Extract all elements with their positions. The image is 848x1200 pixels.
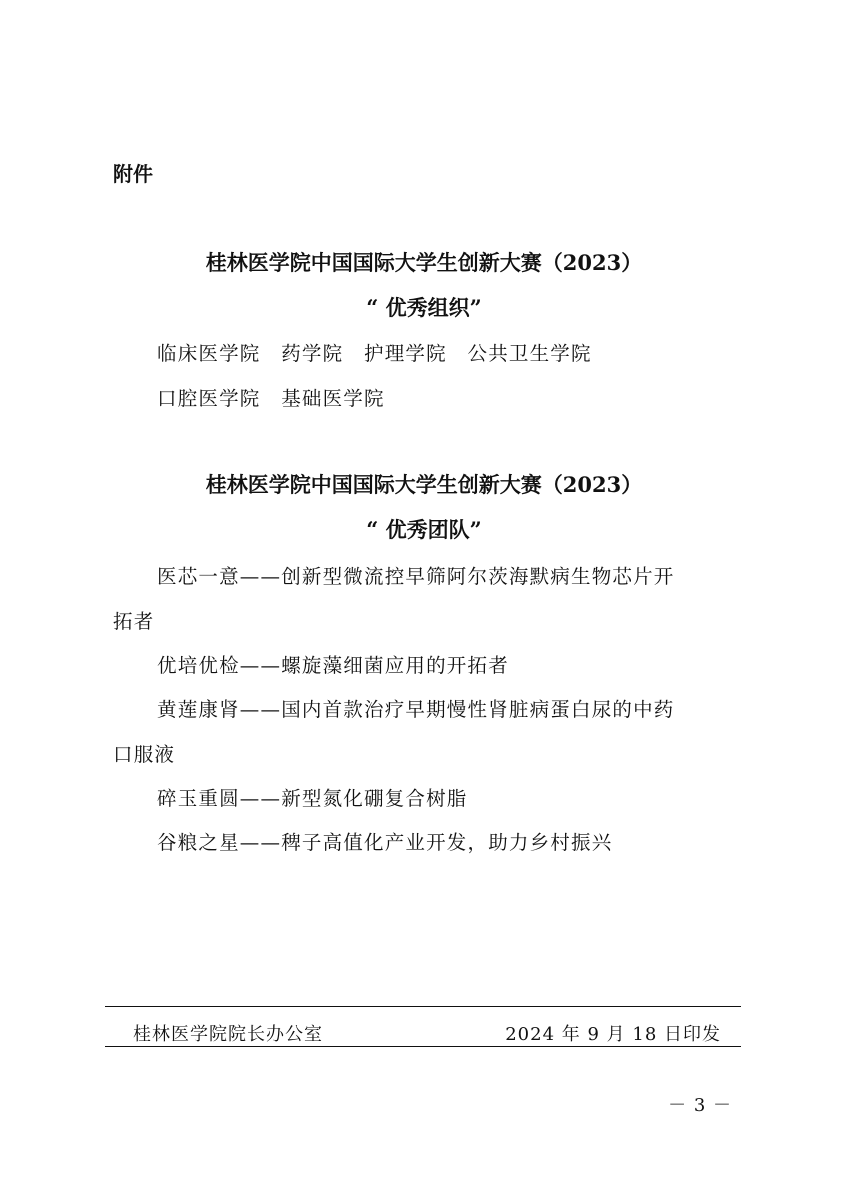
team-line-4: 碎玉重圆——新型氮化硼复合树脂 (157, 787, 468, 810)
team-line-3-cont: 口服液 (113, 743, 176, 766)
section2-title: 桂林医学院中国国际大学生创新大赛（2023） (205, 472, 643, 497)
footer-issuer: 桂林医学院院长办公室 (133, 1024, 323, 1045)
section1-line-2: 口腔医学院 基础医学院 (157, 387, 385, 410)
footer-date: 2024 年 9 月 18 日印发 (505, 1024, 721, 1045)
attachment-label: 附件 (113, 162, 153, 186)
page-number: － 3 － (668, 1095, 732, 1116)
footer-bottom-rule (105, 1046, 741, 1047)
team-line-3: 黄莲康肾——国内首款治疗早期慢性肾脏病蛋白尿的中药 (157, 698, 675, 721)
footer-top-rule (105, 1006, 741, 1007)
team-line-1: 医芯一意——创新型微流控早筛阿尔茨海默病生物芯片开 (157, 565, 675, 588)
section2-subtitle: “ 优秀团队” (366, 517, 482, 542)
section1-line-1: 临床医学院 药学院 护理学院 公共卫生学院 (157, 342, 592, 365)
team-line-5: 谷粮之星——稗子高值化产业开发，助力乡村振兴 (157, 831, 613, 854)
team-line-1-cont: 拓者 (113, 610, 155, 633)
section1-subtitle: “ 优秀组织” (366, 295, 482, 320)
section1-title: 桂林医学院中国国际大学生创新大赛（2023） (205, 250, 643, 275)
team-line-2: 优培优检——螺旋藻细菌应用的开拓者 (157, 654, 509, 677)
